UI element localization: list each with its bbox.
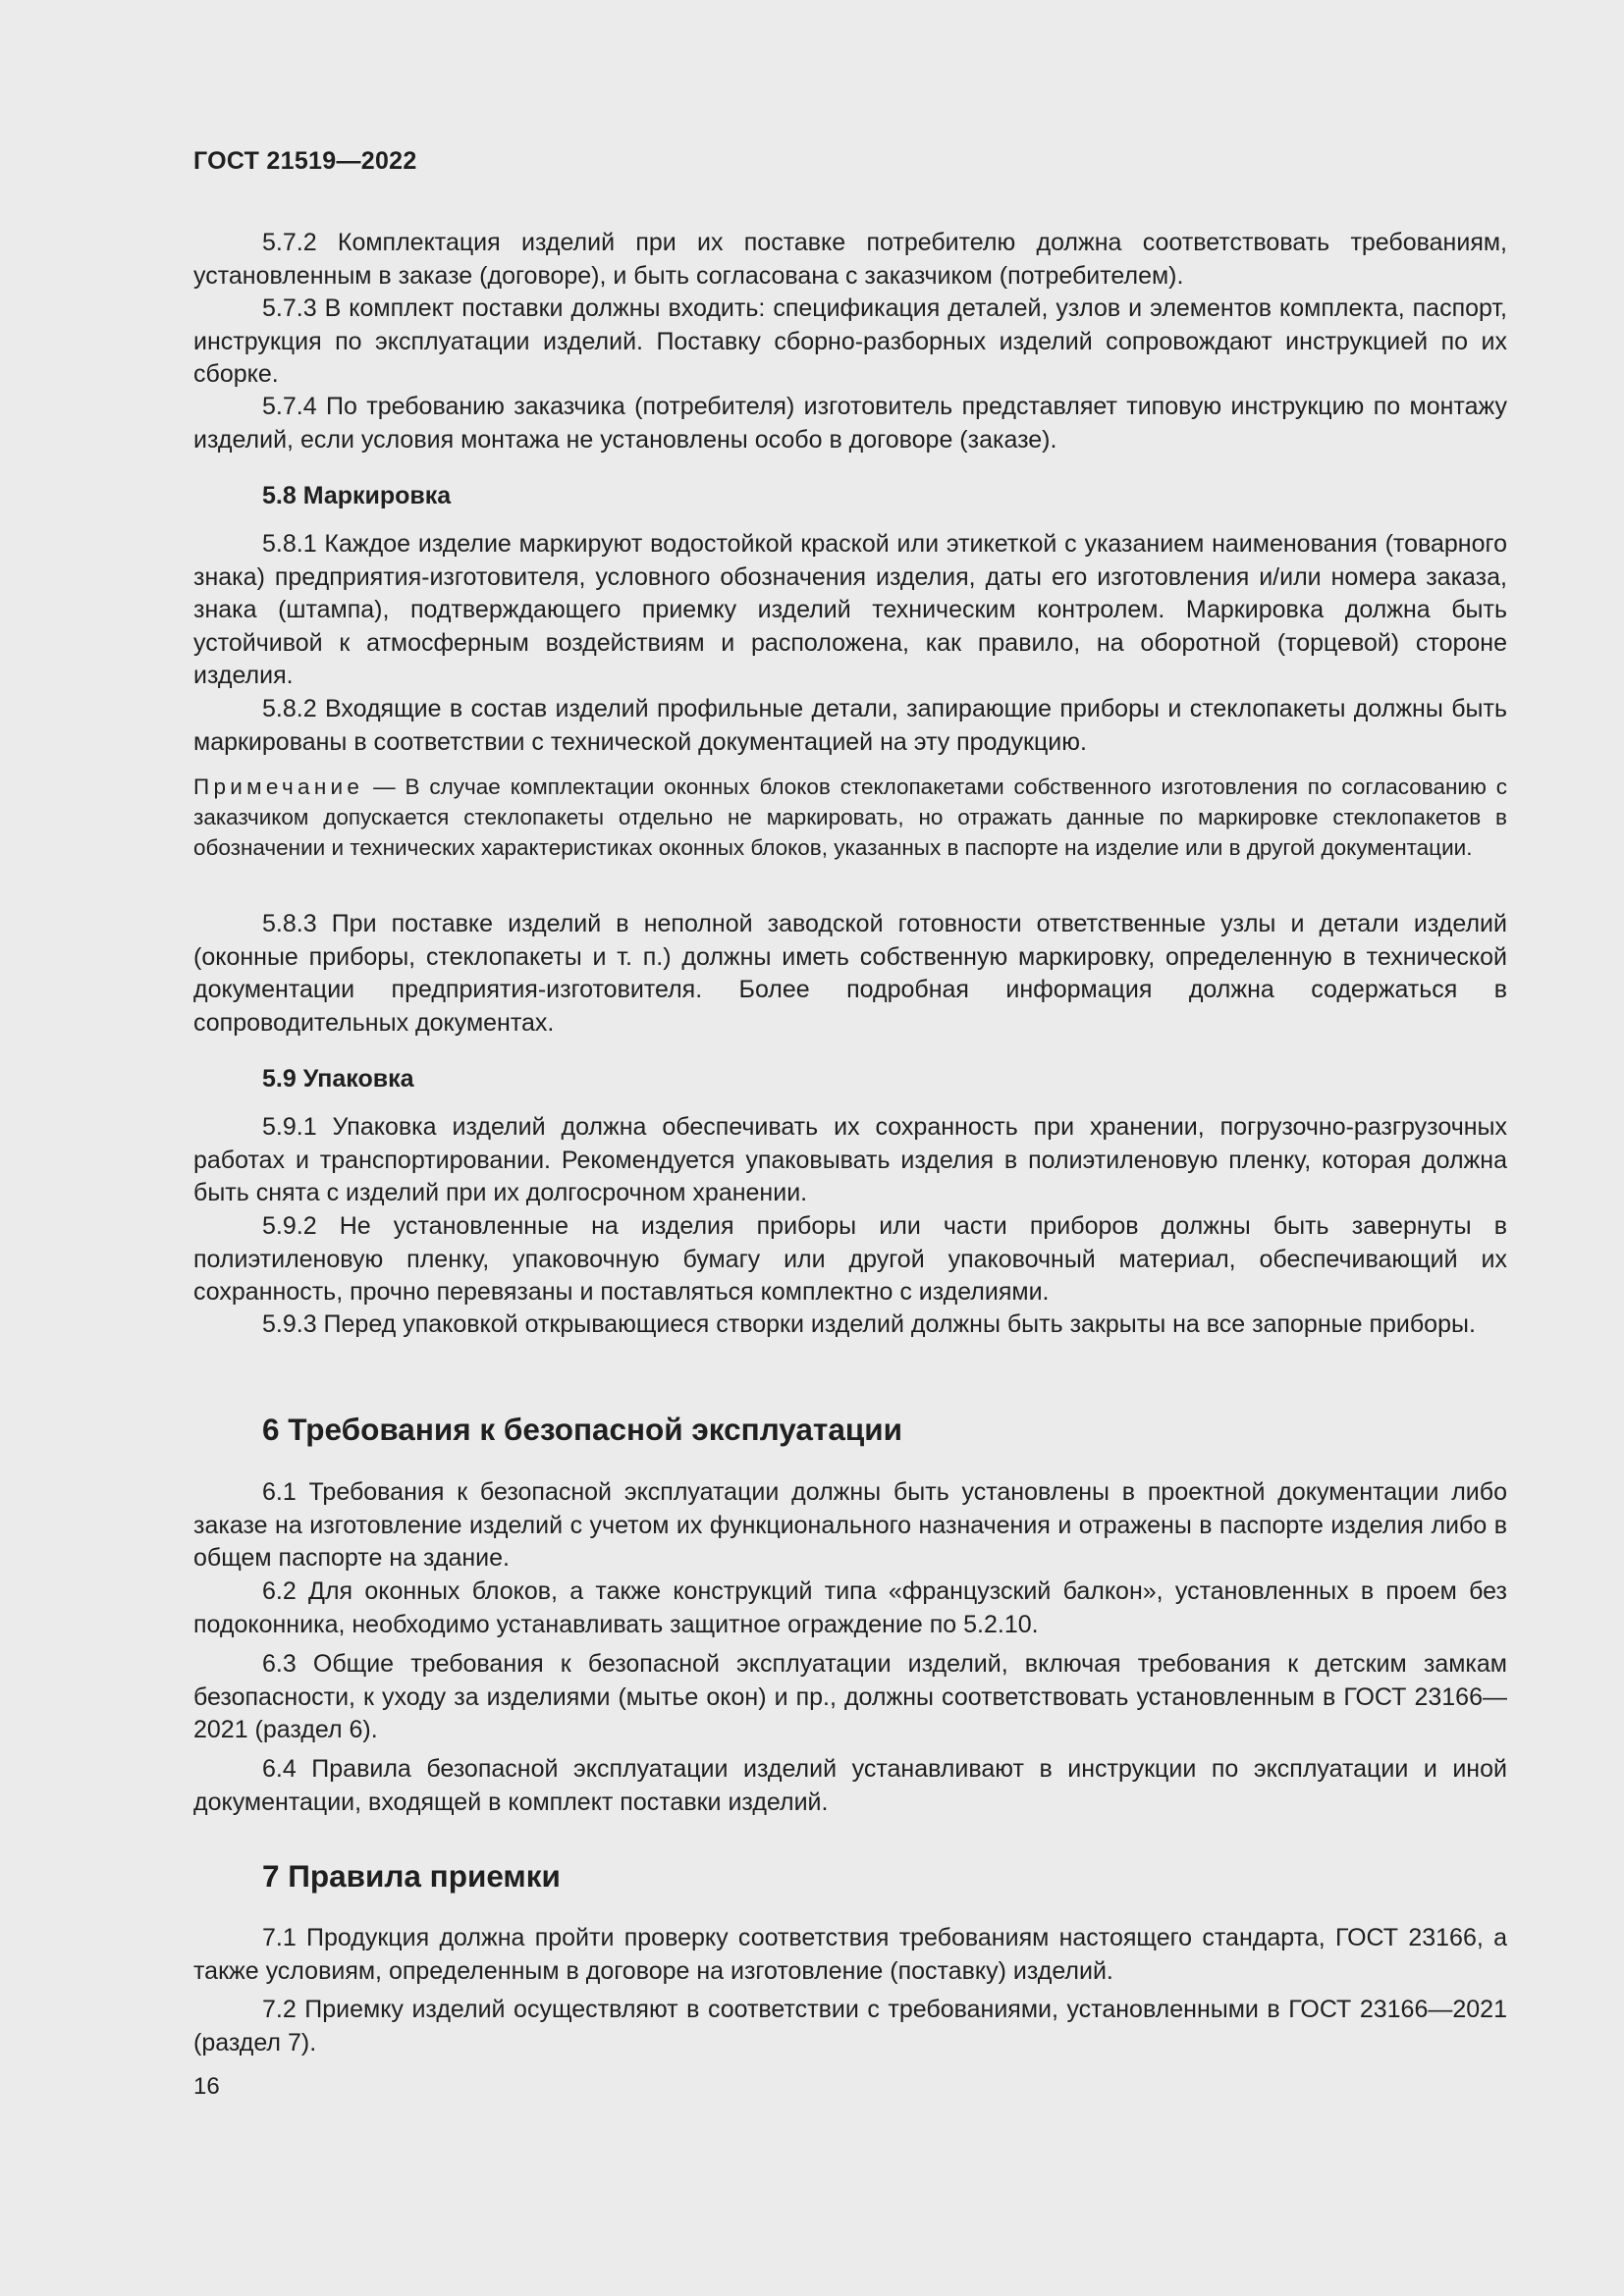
section-heading-7: 7 Правила приемки xyxy=(262,1858,561,1894)
subsection-heading-5-9: 5.9 Упаковка xyxy=(262,1065,414,1093)
paragraph-5-9-1: 5.9.1 Упаковка изделий должна обеспечивать их сохранность при хранении, погрузочно-разгрузочных работах и транспортировании. Рекомендуется упаковывать изделия в полиэтиленовую пленку, которая должна быть снята с изделий при их долгосрочном хранении. xyxy=(193,1113,1507,1206)
note-label: Примечание xyxy=(193,774,364,799)
page-number: 16 xyxy=(193,2073,220,2100)
paragraph-5-7-2: 5.7.2 Комплектация изделий при их поставке потребителю должна соответствовать требованиям, установленным в заказе (договоре), и быть согласована с заказчиком (потребителем). xyxy=(193,229,1507,290)
paragraph-5-7-4: 5.7.4 По требованию заказчика (потребителя) изготовитель представляет типовую инструкцию по монтажу изделий, если условия монтажа не установлены особо в договоре (заказе). xyxy=(193,393,1507,454)
note-text: — В случае комплектации оконных блоков стеклопакетами собственного изготовления по согласованию с заказчиком допускается стеклопакеты отдельно не маркировать, но отражать данные по маркировке стеклопакетов в обозначении и технических характеристиках оконных блоков, указанных в паспорте на изделие или в другой документации. xyxy=(193,774,1507,860)
paragraph-5-9-2: 5.9.2 Не установленные на изделия приборы или части приборов должны быть завернуты в полиэтиленовую пленку, упаковочную бумагу или другой упаковочный материал, обеспечивающий их сохранность, прочно перевязаны и поставляться комплектно с изделиями. xyxy=(193,1212,1507,1306)
paragraph-6-1: 6.1 Требования к безопасной эксплуатации должны быть установлены в проектной документации либо заказе на изготовление изделий с учетом их функционального назначения и отражены в паспорте изделия либо в общем паспорте на здание. xyxy=(193,1478,1507,1572)
paragraph-7-2: 7.2 Приемку изделий осуществляют в соответствии с требованиями, установленными в ГОСТ 23166—2021 (раздел 7). xyxy=(193,1996,1507,2056)
paragraph-6-4: 6.4 Правила безопасной эксплуатации изделий устанавливают в инструкции по эксплуатации и иной документации, входящей в комплект поставки изделий. xyxy=(193,1755,1507,1816)
paragraph-5-8-2: 5.8.2 Входящие в состав изделий профильные детали, запирающие приборы и стеклопакеты должны быть маркированы в соответствии с технической документацией на эту продукцию. xyxy=(193,695,1507,756)
paragraph-5-8-1: 5.8.1 Каждое изделие маркируют водостойкой краской или этикеткой с указанием наименования (товарного знака) предприятия-изготовителя, условного обозначения изделия, даты его изготовления и/или номера заказа, знака (штампа), подтверждающего приемку изделий техническим контролем. Маркировка должна быть устойчивой к атмосферным воздействиям и расположена, как правило, на оборотной (торцевой) стороне изделия. xyxy=(193,530,1507,689)
subsection-heading-5-8: 5.8 Маркировка xyxy=(262,482,452,509)
paragraph-5-8-3: 5.8.3 При поставке изделий в неполной заводской готовности ответственные узлы и детали изделий (оконные приборы, стеклопакеты и т. п.) должны иметь собственную маркировку, определенную в технической документации предприятия-изготовителя. Более подробная информация должна содержаться в сопроводительных документах. xyxy=(193,910,1507,1037)
section-heading-6: 6 Требования к безопасной эксплуатации xyxy=(262,1412,902,1447)
paragraph-6-2: 6.2 Для оконных блоков, а также конструкций типа «французский балкон», установленных в проем без подоконника, необходимо устанавливать защитное ограждение по 5.2.10. xyxy=(193,1577,1507,1638)
paragraph-7-1: 7.1 Продукция должна пройти проверку соответствия требованиям настоящего стандарта, ГОСТ 23166, а также условиям, определенным в договоре на изготовление (поставку) изделий. xyxy=(193,1924,1507,1985)
paragraph-6-3: 6.3 Общие требования к безопасной эксплуатации изделий, включая требования к детским замкам безопасности, к уходу за изделиями (мытье окон) и пр., должны соответствовать установленным в ГОСТ 23166—2021 (раздел 6). xyxy=(193,1650,1507,1743)
note-block xyxy=(193,772,1507,863)
paragraph-5-9-3: 5.9.3 Перед упаковкой открывающиеся створки изделий должны быть закрыты на все запорные приборы. xyxy=(262,1310,1476,1338)
document-id-header: ГОСТ 21519—2022 xyxy=(193,147,417,175)
paragraph-5-7-3: 5.7.3 В комплект поставки должны входить: спецификация деталей, узлов и элементов комплекта, паспорт, инструкция по эксплуатации изделий. Поставку сборно-разборных изделий сопровождают инструкцией по их сборке. xyxy=(193,294,1507,388)
